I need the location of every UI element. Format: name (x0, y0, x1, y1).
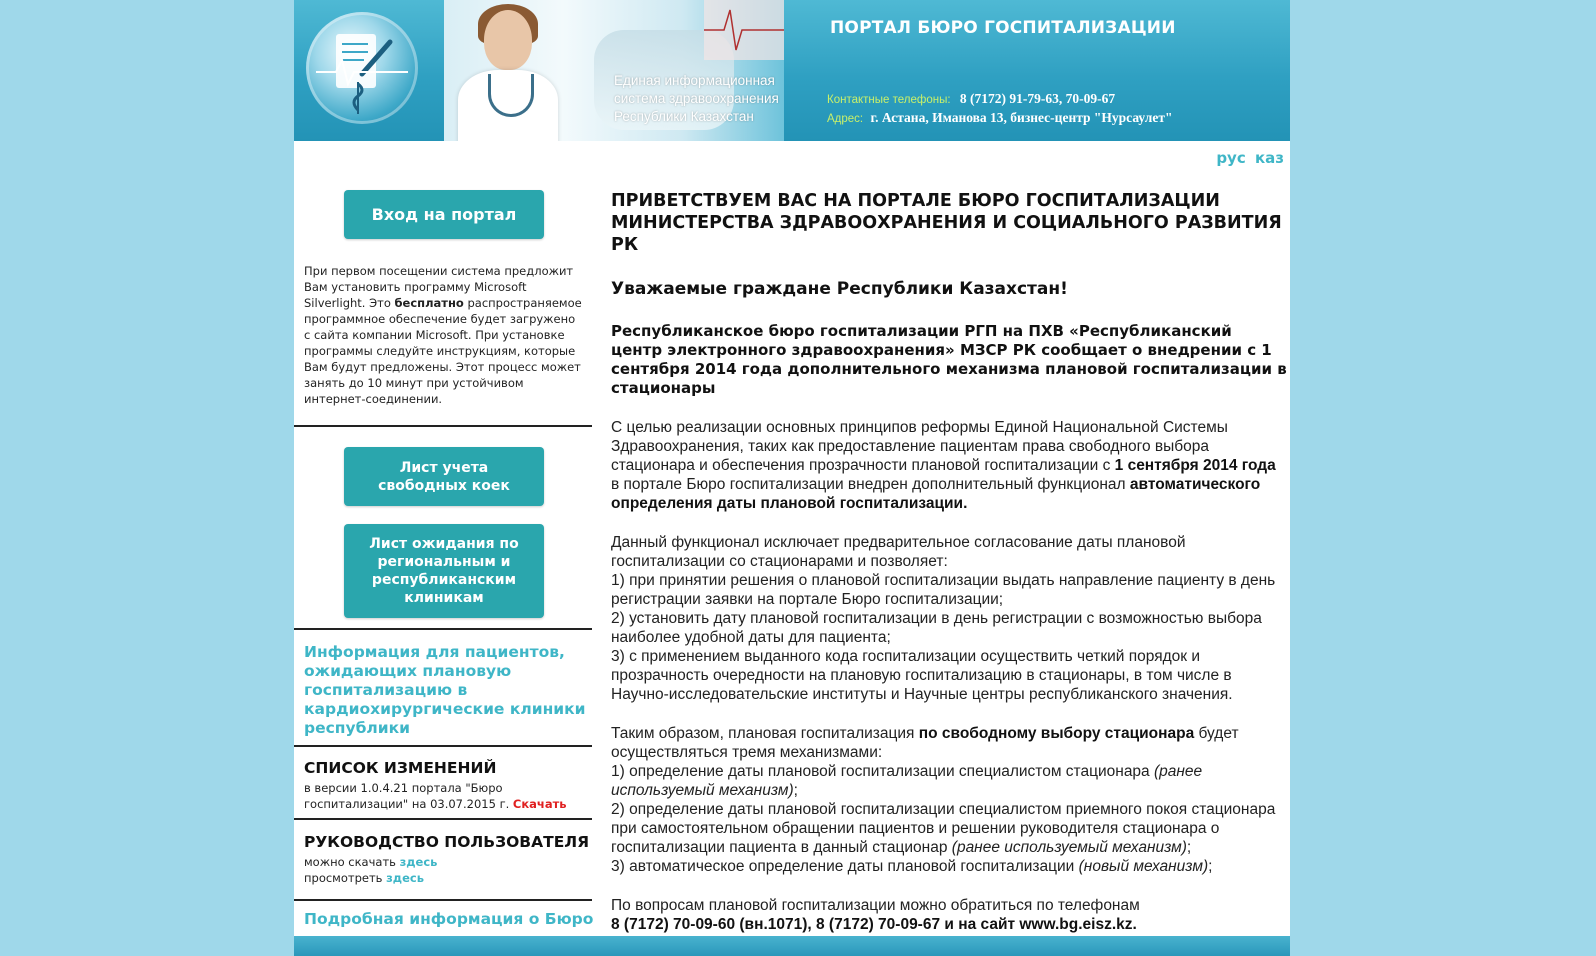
main-content (611, 190, 1287, 934)
button-line: Лист ожидания по (369, 536, 519, 552)
phones-label: Контактные телефоны: (827, 94, 951, 106)
list-item: 3) автоматическое определение даты плановой госпитализации (611, 858, 1079, 875)
button-line: свободных коек (378, 477, 510, 494)
manual-view-text: просмотреть (304, 871, 387, 885)
page-container (294, 0, 1290, 956)
button-line: клиникам (404, 590, 484, 606)
button-line: республиканским (371, 572, 517, 588)
tagline-line: Республики Казахстан (614, 109, 754, 124)
site-header (294, 0, 1290, 141)
manual-download-link[interactable]: здесь (399, 855, 438, 869)
list-item: 1) при принятии решения о плановой госпитализации выдать направление пациенту в день регистрации заявки на портале Бюро госпитализации; (611, 572, 1276, 608)
lang-ru-link[interactable]: рус (1216, 149, 1246, 167)
manual-view-link[interactable]: здесь (386, 871, 424, 885)
greeting: Уважаемые граждане Республики Казахстан! (611, 279, 1068, 299)
paragraph-goals (611, 418, 1287, 513)
changes-text (304, 780, 589, 812)
divider (294, 745, 592, 747)
site-title: ПОРТАЛ БЮРО ГОСПИТАЛИЗАЦИИ (830, 18, 1176, 38)
changes-description: в версии 1.0.4.21 портала "Бюро госпитализации" на 03.07.2015 г. (304, 781, 513, 811)
paragraph-mechanisms: Таким образом, плановая госпитализация по свободному выбору стационара будет осуществляться тремя механизмами: 1) определение даты плановой госпитализации специалистом стационара (ранее используемый механизм); 2) определение даты плановой госпитализации специалистом приемного покоя стационара при самостоятельном обращении пациентов и решении руководителя стационара о госпитализации пациента в данный стационар (ранее используемый механизм); 3) автоматическое определение даты плановой госпитализации (новый механизм); (611, 725, 1276, 875)
phones-value: 8 (7172) 91-79-63, 70-09-67 (959, 91, 1116, 106)
text-span: будет осуществляться тремя механизмами: (611, 725, 1239, 761)
address-value: г. Астана, Иманова 13, бизнес-центр "Нурсаулет" (870, 110, 1173, 125)
bold-feature: автоматического определения даты плановой госпитализации. (611, 476, 1261, 512)
paragraph-contacts (611, 896, 1287, 934)
list-item: 2) установить дату плановой госпитализации в день регистрации с возможностью выбора наиболее удобной даты для пациента; (611, 610, 1262, 646)
phones-row (827, 90, 1172, 109)
list-item: 2) определение даты плановой госпитализации специалистом приемного покоя стационара при самостоятельном обращении пациентов и решении руководителя стационара о госпитализации пациента в данный стационар (611, 801, 1276, 856)
tagline-line: Единая информационная (614, 73, 775, 88)
manual-heading: РУКОВОДСТВО ПОЛЬЗОВАТЕЛЯ (304, 833, 590, 851)
italic-note: (ранее используемый механизм) (951, 839, 1187, 856)
bold-phones: 8 (7172) 70-09-60 (вн.1071), 8 (7172) 70-09-67 и на сайт www.bg.eisz.kz. (611, 916, 1137, 933)
doctor-face (484, 10, 532, 70)
note-text: При первом посещении система предложит Вам установить программу Microsoft Silverlight. Это (304, 264, 574, 310)
logo (306, 12, 418, 124)
page-title (611, 190, 1287, 256)
contact-info (827, 90, 1172, 128)
header-tagline (614, 72, 804, 126)
bold-choice: по свободному выбору стационара (918, 725, 1195, 742)
text-span: Данный функционал исключает предварительное согласование даты плановой госпитализации со стационарами и позволяет: (611, 534, 1186, 570)
bureau-details-link[interactable]: Подробная информация о Бюро (304, 910, 594, 928)
silverlight-note (304, 263, 584, 407)
title-line: МИНИСТЕРСТВА ЗДРАВООХРАНЕНИЯ И СОЦИАЛЬНОГО РАЗВИТИЯ РК (611, 213, 1282, 255)
button-line: Лист учета (399, 459, 489, 476)
divider (294, 628, 592, 630)
divider (294, 425, 592, 427)
text-span: Таким образом, плановая госпитализация (611, 725, 919, 742)
note-text: распространяемое программное обеспечение будет загружено с сайта компании Microsoft. При установке программы следуйте инструкциям, которые Вам будут предложены. Этот процесс может занять до 10 минут при устойчивом интернет-соединении. (304, 296, 582, 406)
changes-download-link[interactable]: Скачать (512, 797, 567, 811)
divider (294, 899, 592, 901)
text-span: в портале Бюро госпитализации внедрен дополнительный функционал (611, 476, 1130, 493)
cardio-info-link[interactable]: Информация для пациентов, ожидающих плановую госпитализацию в кардиохирургические клиники республики (304, 643, 586, 737)
lead-paragraph: Республиканское бюро госпитализации РГП на ПХВ «Республиканский центр электронного здравоохранения» МЗСР РК сообщает о внедрении с 1 сентября 2014 года дополнительного механизма плановой госпитализации в стационары (611, 322, 1287, 397)
login-button[interactable]: Вход на портал (344, 190, 544, 239)
italic-note: (новый механизм) (1078, 858, 1209, 875)
list-item: 3) с применением выданного кода госпитализации осуществить четкий порядок и прозрачность очередности на плановую госпитализацию в стационары, в том числе в Научно-исследовательские институты и Научные центры республиканского значения. (611, 648, 1233, 703)
manual-download-text: можно скачать (304, 855, 400, 869)
manual-download-row (304, 854, 589, 870)
divider (294, 818, 592, 820)
italic-note: (ранее используемый механизм) (611, 763, 1203, 799)
paragraph-functional (611, 533, 1287, 704)
text-span: С целью реализации основных принципов реформы Единой Национальной Системы Здравоохранения, таких как предоставление пациентам права свободного выбора стационара и обеспечения прозрачности плановой госпитализации с (611, 419, 1228, 474)
tagline-line: система здравоохранения (614, 91, 779, 106)
waitlist-button[interactable] (344, 524, 544, 618)
sidebar (294, 141, 592, 956)
free-beds-button[interactable] (344, 447, 544, 506)
note-bold: бесплатно (394, 296, 464, 310)
manual-view-row (304, 870, 589, 886)
language-switcher (1212, 149, 1284, 167)
address-row (827, 109, 1172, 128)
footer-strip (294, 936, 1290, 956)
button-line: региональным и (377, 554, 511, 570)
title-line: ПРИВЕТСТВУЕМ ВАС НА ПОРТАЛЕ БЮРО ГОСПИТАЛИЗАЦИИ (611, 191, 1220, 211)
lang-kz-link[interactable]: каз (1254, 149, 1284, 167)
bold-date: 1 сентября 2014 года (1114, 457, 1276, 474)
text-span: По вопросам плановой госпитализации можно обратиться по телефонам (611, 897, 1140, 914)
changes-heading: СПИСОК ИЗМЕНЕНИЙ (304, 759, 497, 777)
address-label: Адрес: (827, 113, 864, 125)
list-item: 1) определение даты плановой госпитализации специалистом стационара (611, 763, 1154, 780)
